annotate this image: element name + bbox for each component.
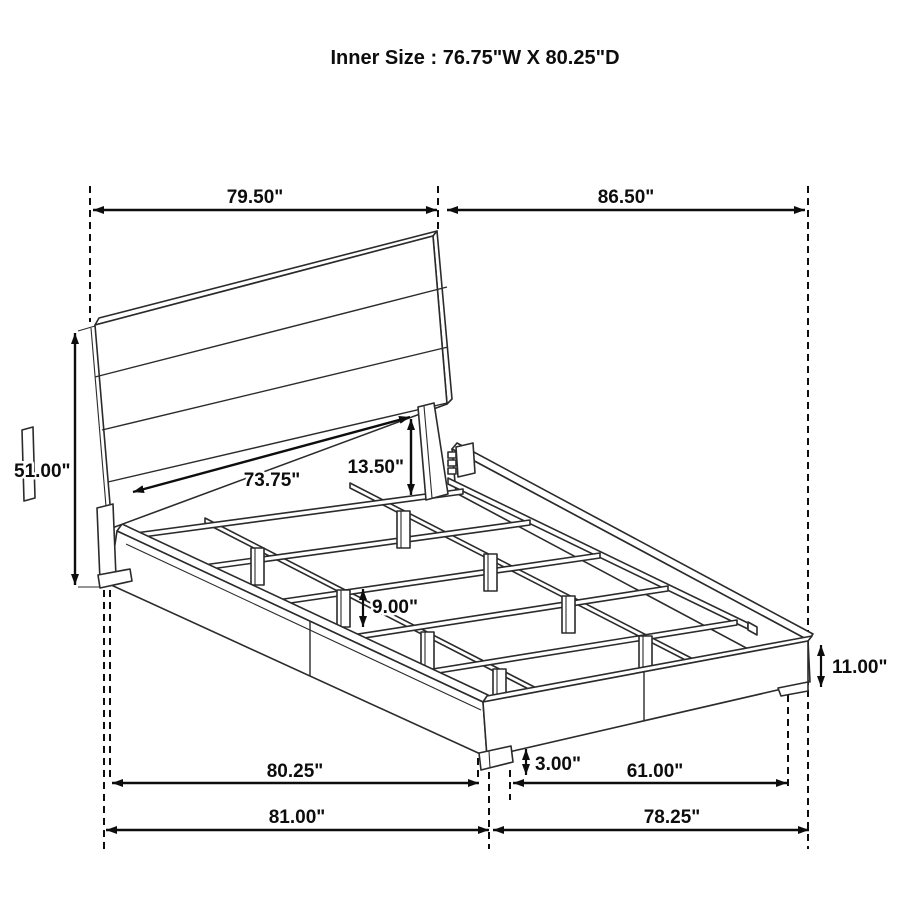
dim-footboard-rail-height-label: 11.00"	[832, 657, 888, 678]
dim-foot-clearance-label: 3.00"	[535, 754, 581, 775]
slat-leg	[251, 548, 264, 585]
slat	[196, 520, 530, 571]
slat-leg	[484, 554, 497, 591]
page-title: Inner Size : 76.75"W X 80.25"D	[330, 47, 620, 69]
slat-leg	[337, 590, 350, 627]
headboard-left-leg	[97, 504, 116, 581]
bracket-hook	[448, 460, 456, 466]
dim-panel-to-rail-label: 13.50"	[347, 457, 404, 478]
dim-headboard-inner-width-label: 73.75"	[243, 470, 301, 491]
dim-headboard-height-label: 51.00"	[14, 461, 71, 482]
bracket-plate	[456, 443, 475, 477]
slat-leg	[397, 511, 410, 548]
bracket-hook	[448, 452, 456, 458]
dim-foot-clearance	[526, 749, 581, 775]
dim-overall-front-width	[106, 807, 489, 830]
bracket-hook	[448, 468, 456, 474]
dim-side-inner-length-label: 61.00"	[626, 761, 684, 782]
headboard-right-leg	[418, 403, 448, 500]
dim-headboard-width	[93, 187, 437, 210]
slat-leg	[562, 596, 575, 633]
dim-slat-leg-height	[363, 589, 418, 627]
dim-slat-leg-height-label: 9.00"	[372, 597, 418, 618]
dim-overall-side-length-label: 78.25"	[643, 807, 701, 828]
dim-inner-front-width	[112, 761, 479, 783]
dim-overall-front-width-label: 81.00"	[268, 807, 326, 828]
bed-drawing	[22, 231, 813, 770]
slat-leg	[421, 632, 434, 669]
dim-frame-length	[447, 187, 805, 210]
dim-overall-side-length	[493, 807, 809, 830]
dim-footboard-rail-height	[821, 645, 888, 687]
dim-headboard-width-label: 79.50"	[226, 187, 284, 208]
extension-lines	[90, 186, 808, 849]
dim-frame-length-label: 86.50"	[597, 187, 655, 208]
dim-inner-front-width-label: 80.25"	[266, 761, 324, 782]
